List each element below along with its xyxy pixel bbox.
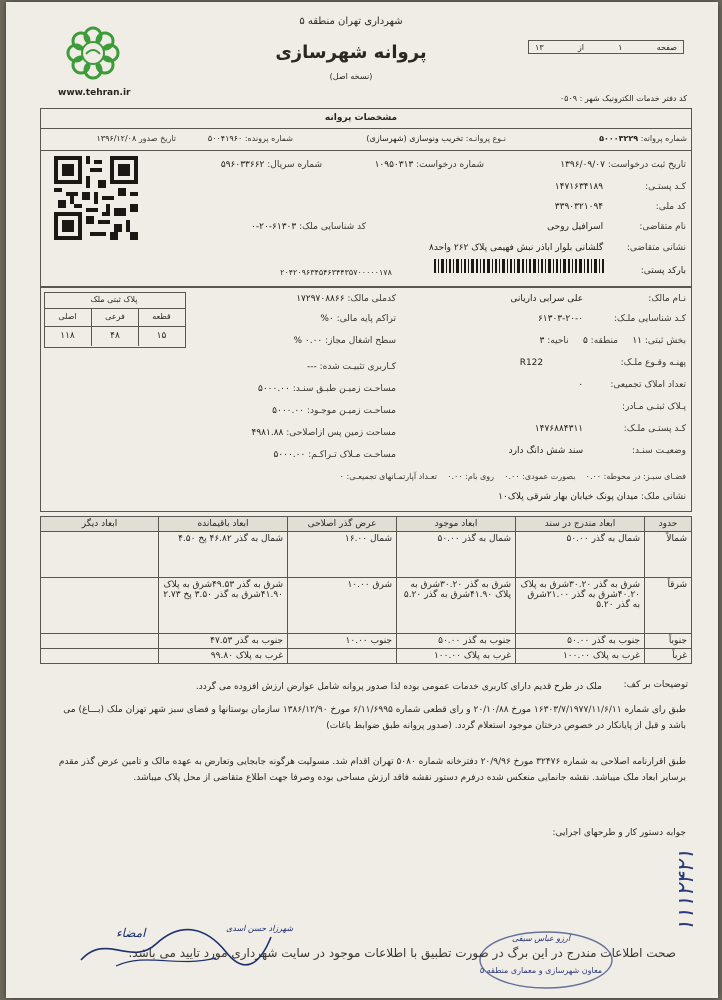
registry-section [426,336,686,346]
issue-date [46,134,176,143]
mother-plaque [426,402,686,412]
area-after-label: مساحت زمین پس ازاصلاحی: [286,428,396,438]
bounds-width: شمال ۱۶.۰۰ [288,532,397,578]
page-indicator [528,40,684,54]
combined-value: ۰ [578,380,584,390]
permit-no-value: ۵۰۰۰۳۲۲۹ [599,134,639,143]
bounds-exist: شرق به گذر ۳۰.۲۰شرق به پلاک ۴۱.۹۰شرق به گذر ۵.۲۰ [397,578,516,634]
combined-count [426,380,686,390]
permit-type-value: تخریب ونوسازی (شهرسازی) [366,134,464,143]
plaque-title: پلاک ثبتی ملک [90,295,138,304]
barcode-icon [434,259,604,273]
built-area [196,450,396,460]
plaque-header-main: اصلی [58,312,77,321]
bounds-header-other: ابعاد دیگر [41,517,159,532]
website: www.tehran.ir [58,88,131,98]
signature-right-name: آرزو عباس سیفی [511,934,571,943]
signature-right-role: معاون شهرسازی و معماری منطقه ۵ [479,966,603,975]
qr-code-icon [54,156,138,240]
applicant-address [306,243,686,253]
fixed-use-label: کـاربری تثبیـت شده: [319,362,396,372]
bounds-row-east [41,578,692,634]
occupancy [196,336,396,346]
fixed-use-value: --- [306,362,317,372]
bounds-doc: غرب به پلاک ۱۰۰.۰۰ [516,649,645,664]
serial-value: ۵۹۶۰۳۳۶۶۲ [220,160,265,170]
permit-type-label: نـوع پروانـه: [465,134,506,143]
request-no-label: شماره درخواست: [416,160,484,170]
area-after-value: ۴۹۸۱.۸۸ [251,428,284,438]
area-exist-label: مساحـت زمیـن موجـود: [306,406,396,416]
occupancy-label: سطح اشغال مجاز: [325,336,396,346]
bounds-header-remain: ابعاد باقیمانده [159,517,288,532]
property-id-value: ۶۱۳۰۳-۲۰-۰ [251,222,297,232]
section-label: بخش ثبتی: [644,336,686,346]
prop-postal [426,424,686,434]
national-code [466,202,686,212]
landuse-label: پهنـه وقـوع ملـک: [620,358,686,368]
section-title: مشخصات پروانه [324,113,398,123]
office-code [482,94,687,103]
bounds-doc: شرق به گذر ۳۰.۲۰شرق به پلاک ۴۰.۲۰شرق به گذر ۲۱.۰۰شرق به گذر ۵.۲۰ [516,578,645,634]
property-id [166,222,366,232]
bounds-exist: جنوب به گذر ۵۰.۰۰ [397,634,516,649]
applicant-value: اسرافیل روحی [547,222,604,232]
bounds-remain: شمال به گذر ۴۶.۸۲ پخ ۴.۵۰ [159,532,288,578]
serial-label: شماره سریال: [267,160,322,170]
bounds-other [41,634,159,649]
request-number [326,160,484,170]
postal-value: ۱۴۷۱۶۳۴۱۸۹ [554,182,604,192]
area-doc-value: ۵۰۰۰.۰۰ [257,384,290,394]
bounds-exist: غرب به پلاک ۱۰۰.۰۰ [397,649,516,664]
prop-address-value: میدان پونک خیابان بهار شرقی پلاک۱۰ [498,492,639,502]
bounds-side: جنوباً [645,634,692,649]
green-space [196,472,686,481]
copy-label: (نسخه اصل) [329,72,373,81]
bounds-doc: جنوب به گذر ۵۰.۰۰ [516,634,645,649]
bounds-row-south [41,634,692,649]
green-vertical-label: بصورت عمودی: [522,472,576,481]
file-number [178,134,293,143]
issue-date-label: تاریخ صدور [138,134,176,143]
land-use-zone [426,358,686,368]
barcode-number: ۲۰۴۲۰۹۶۳۴۵۴۶۳۴۴۳۵۷۰۰۰۰۰۱۷۸ [280,268,392,277]
property-id-label: کد شناسایی ملک: [299,222,366,232]
postal-barcode [434,258,604,272]
permit-type [296,134,506,143]
green-yard-value: ۰.۰۰ [585,472,602,481]
bounds-width: جنوب ۱۰.۰۰ [288,634,397,649]
qr-code [54,156,138,240]
bounds-header-doc: ابعاد مندرج در سند [516,517,645,532]
bounds-doc: شمال به گذر ۵۰.۰۰ [516,532,645,578]
applicant-label: نام متقاضی: [639,222,686,232]
area-doc-label: مساحـت زمیـن طبـق سنـد: [292,384,396,394]
ownership-status [426,446,686,456]
landuse-value: R122 [519,358,544,368]
owner-name-label: نـام مالک: [648,294,686,304]
bounds-remain: جنوب به گذر ۴۷.۵۳ [159,634,288,649]
postal-label: کـد پستـی: [645,182,686,192]
prop-address-label: نشانی ملک: [640,492,686,502]
bounds-remain: غرب به پلاک ۹۹.۸۰ [159,649,288,664]
page-num: ۱ [618,42,623,52]
owner-name [426,294,686,304]
bounds-header-row [41,517,692,532]
municipality: شهرداری تهران منطقه ۵ [299,16,403,27]
page-label: صفحه [656,42,677,52]
notes-label: توضیحات بر کف: [623,680,688,690]
page-of: از [577,42,584,52]
signature-left-name: شهرزاد حسن اسدی [226,924,294,933]
ownership-label: وضعیـت سنـد: [631,446,686,456]
fixed-use [196,362,396,372]
request-date-label: تاریخ ثبت درخواست: [607,160,686,170]
prop-code [426,314,686,324]
signature-left-mark: امضاء [116,926,146,940]
plaque-header-piece: قطعه [152,312,171,321]
built-area-label: مساحـت مـلاک تـراکـم: [308,450,396,460]
bounds-row-west [41,649,692,664]
complex-value: ۰ [339,472,344,481]
office-code-value: ۰۵۰۹ [559,94,578,103]
plaque-piece: ۱۵ [156,331,167,341]
area-exist [196,406,396,416]
serial-number [176,160,322,170]
ownership-value: سند شش دانگ دارد [508,446,584,456]
prop-postal-label: کـد پستـی ملـک: [623,424,686,434]
bounds-table [40,516,692,664]
signature-left-scribble [76,922,276,972]
area-exist-value: ۵۰۰۰.۰۰ [272,406,305,416]
bounds-row-north [41,532,692,578]
bounds-header-width: عرض گذر اصلاحی [288,517,397,532]
occupancy-value: ۰.۰۰ % [293,336,323,346]
request-date-value: ۱۳۹۶/۰۹/۰۷ [560,160,605,170]
national-value: ۳۳۹۰۳۲۱۰۹۴ [554,202,604,212]
permit-no-label: شماره پروانه: [640,134,687,143]
area-doc [196,384,396,394]
file-no-value: ۵۰۰۴۱۹۶۰ [207,134,243,143]
mother-plaque-label: پـلاک ثبتـی مـادر: [622,402,686,412]
tax-label: تراکم پایه مالی: [336,314,396,324]
permit-document [6,2,718,998]
postal-code [466,182,686,192]
validity-statement: صحت اطلاعات مندرج در این برگ در صورت تطبیق با اطلاعات موجود در سایت شهرداری مورد تایید می باشد. [128,946,676,960]
zone-value: ۵ [582,336,588,346]
bounds-header-side: حدود [645,517,692,532]
combined-label: تعداد املاک تجمیعی: [610,380,686,390]
notes-paragraph-3: طبق اقرارنامه اصلاحی به شماره ۳۲۴۷۶ مورخ ۲۰/۹/۹۶ دفترخانه شماره ۵۰۸۰ تهران اقدام شد. مسولیت هرگونه جابجایی وتعارض به عهده مالک و تامین عرض گذر مقدم برسایر ابعاد ملک میباشد. نقشه جانمایی منعکس شده درفرم دستور نقشه فاقد ارزش مساحی بوده وصرفا جهت اطلاع متقاضی از محل پلاک میباشد. [58,757,686,783]
bounds-width [288,649,397,664]
owner-national-value: ۱۷۲۹۷۰۸۸۶۶ [296,294,345,304]
green-roof-value: ۰.۰۰ [447,472,463,481]
notes-paragraph-1: ملک در طرح قدیم دارای کاربری خدمات عمومی بوده لذا صدور پروانه شامل عوارض ارزش افزوده می گردد. [195,682,602,692]
green-label: فضـای سبـز: در محوطه: [603,472,686,481]
tehran-logo [64,24,122,82]
file-no-label: شماره پرونده: [244,134,293,143]
bounds-remain: شرق به گذر ۴۹.۵۳شرق به پلاک ۴۱.۹۰شرق به گذر ۳.۵۰ پخ ۲.۷۳ [159,578,288,634]
area-after [196,428,396,438]
bounds-side: شرقاً [645,578,692,634]
request-no-value: ۱۰۹۵۰۳۱۳ [374,160,414,170]
bounds-other [41,532,159,578]
national-label: کد ملی: [655,202,686,212]
applicant-name [466,222,686,232]
green-roof-label: روی بام: [465,472,495,481]
tehran-flower-icon [64,24,122,82]
section-value: ۱۱ [632,336,642,346]
built-area-value: ۵۰۰۰.۰۰ [273,450,306,460]
complex-label: تعـداد آپارتمـانهای تجمیعـی: [346,472,438,481]
postal-barcode-label: بارکد پستی: [640,266,686,276]
prop-code-label: کـد شناسایی ملـک: [613,314,686,324]
page-title: پروانه شهرسازی [275,42,427,63]
district-value: ۳ [539,336,545,346]
bounds-other [41,649,159,664]
handwritten-number: ۱۱۱۲۴۲۱ [674,849,699,932]
address-value: گلشانی بلوار اباذر نبش فهیمی پلاک ۲۶۲ واحد۸ [428,243,604,253]
green-vertical-value: ۰.۰۰ [504,472,520,481]
page-total: ۱۳ [535,42,544,52]
bounds-other [41,578,159,634]
bounds-side: غرباً [645,649,692,664]
owner-name-value: علی سرابی داریانی [510,294,584,304]
plaque-header-sub: فرعی [105,312,125,321]
bounds-width: شرق ۱۰.۰۰ [288,578,397,634]
bounds-exist: شمال به گذر ۵۰.۰۰ [397,532,516,578]
office-code-label: کد دفتر خدمات الکترونیک شهر : [579,94,687,103]
permit-number [512,134,687,143]
tax-value: ۰% [320,314,334,324]
bounds-header-exist: ابعاد موجود [397,517,516,532]
prop-code-value: ۶۱۳۰۳-۲۰-۰ [537,314,584,324]
plaque-main: ۱۱۸ [60,331,75,341]
district-label: ناحیه: [547,336,569,346]
property-address [306,492,686,502]
issue-date-value: ۱۳۹۶/۱۲/۰۸ [96,134,137,143]
tax-density [216,314,396,324]
prop-postal-value: ۱۴۷۶۸۸۴۳۱۱ [534,424,584,434]
owner-national [196,294,396,304]
exec-label: جوابه دستور کار و طرحهای اجرایی: [552,828,686,838]
zone-label: منطقه: [590,336,619,346]
address-label: نشانی متقاضی: [626,243,686,253]
owner-national-label: کدملی مالک: [347,294,396,304]
request-date [486,160,686,170]
notes-paragraph-2: طبق رای شماره ۱۶۳۰۳/۷/۱۹۷۷/۱۱/۶/۱۱ مورخ ۲۰/۱۰/۸۸ و رای قطعی شماره ۶/۱۱/۶۹۹۵ مورخ ۱۳۸۶/۱۲/۹۰ سازمان بوستانها و فضای سبز شهر تهران ملک (بـــاغ) می باشد و قبل از پایانکار در خصوص درختان موجود استعلام گردد. (صدور پروانه طبق ضوابط باغات) [63,705,686,731]
bounds-side: شمالاً [645,532,692,578]
plaque-sub: ۴۸ [110,331,120,341]
